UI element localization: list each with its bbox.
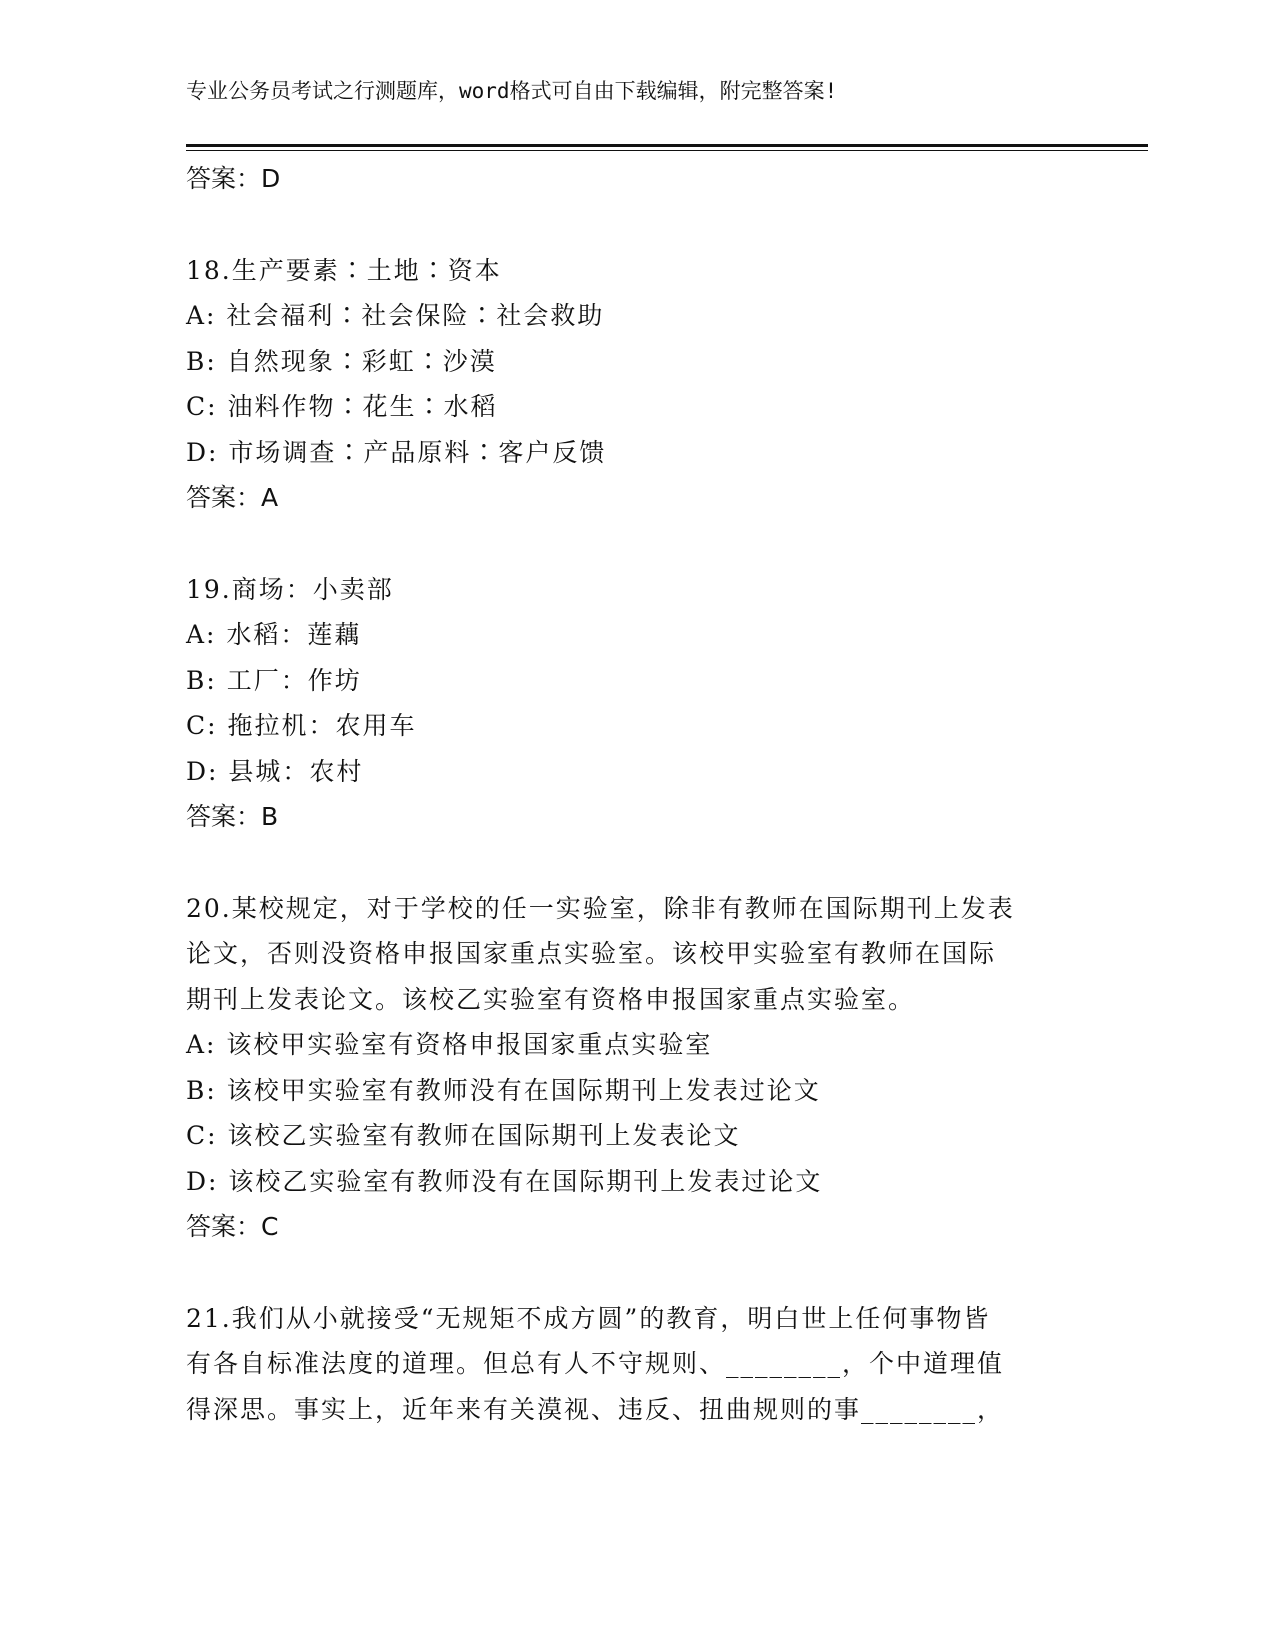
question-stem: 18.生产要素∶土地∶资本 xyxy=(186,255,502,285)
answer-line: 答案：B xyxy=(186,802,279,831)
question-stem: 20.某校规定，对于学校的任一实验室，除非有教师在国际期刊上发表 xyxy=(186,893,1015,923)
answer-line: 答案：D xyxy=(186,164,281,193)
option-b: B: 自然现象∶彩虹∶沙漠 xyxy=(186,346,497,376)
question-stem: 21.我们从小就接受“无规矩不成方圆”的教育，明白世上任何事物皆 xyxy=(186,1303,991,1333)
option-c: C: 油料作物∶花生∶水稻 xyxy=(186,392,498,421)
question-stem: 期刊上发表论文。该校乙实验室有资格申报国家重点实验室。 xyxy=(186,984,916,1014)
questions-content xyxy=(186,156,1086,1432)
question-stem: 论文，否则没资格申报国家重点实验室。该校甲实验室有教师在国际 xyxy=(186,939,997,968)
question-19 xyxy=(186,567,1086,840)
question-stem: 得深思。事实上，近年来有关漠视、违反、扭曲规则的事________， xyxy=(186,1394,1005,1424)
answer-line: 答案：C xyxy=(186,1212,279,1241)
option-d: D: 县城：农村 xyxy=(186,756,364,786)
answer-line: 答案：A xyxy=(186,483,279,512)
question-21 xyxy=(186,1296,1086,1433)
question-18 xyxy=(186,248,1086,521)
option-a: A: 该校甲实验室有资格申报国家重点实验室 xyxy=(186,1030,713,1059)
option-d: D: 该校乙实验室有教师没有在国际期刊上发表过论文 xyxy=(186,1166,823,1196)
question-20 xyxy=(186,886,1086,1250)
option-b: B: 工厂：作坊 xyxy=(186,665,362,695)
option-b: B: 该校甲实验室有教师没有在国际期刊上发表过论文 xyxy=(186,1075,821,1105)
option-c: C: 拖拉机：农用车 xyxy=(186,711,417,740)
question-stem: 19.商场：小卖部 xyxy=(186,574,394,604)
option-d: D: 市场调查∶产品原料∶客户反馈 xyxy=(186,437,607,467)
header-rule-thin xyxy=(186,150,1148,151)
option-a: A: 社会福利∶社会保险∶社会救助 xyxy=(186,301,605,330)
header-rule-thick xyxy=(186,144,1148,147)
question-stem: 有各自标准法度的道理。但总有人不守规则、________，个中道理值 xyxy=(186,1349,1005,1378)
page-header: 专业公务员考试之行测题库，word格式可自由下载编辑，附完整答案! xyxy=(186,79,838,103)
option-a: A: 水稻：莲藕 xyxy=(186,620,362,649)
option-c: C: 该校乙实验室有教师在国际期刊上发表论文 xyxy=(186,1121,741,1150)
